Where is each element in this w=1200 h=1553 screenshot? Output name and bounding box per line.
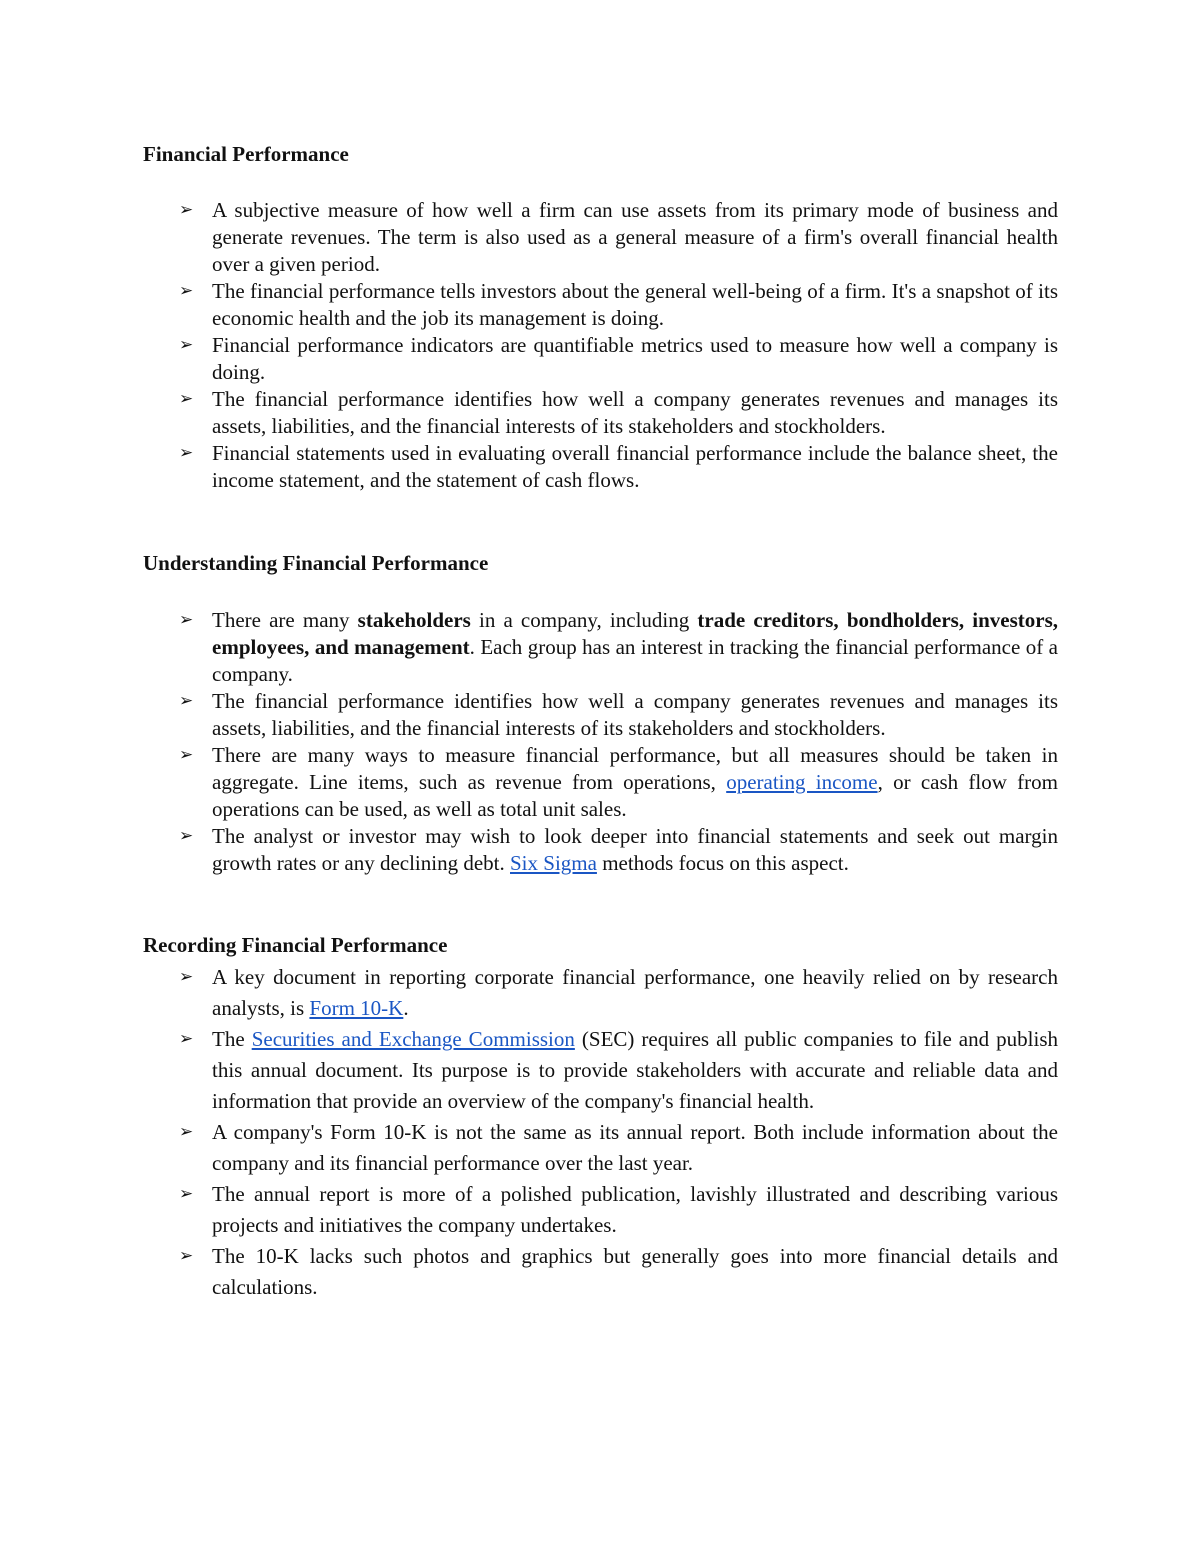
arrow-bullet-icon: ➢: [179, 389, 194, 409]
arrow-bullet-icon: ➢: [179, 1184, 194, 1204]
link-operating-income[interactable]: operating income: [726, 770, 878, 794]
bullet-text-part: The: [212, 1027, 252, 1051]
link-six-sigma[interactable]: Six Sigma: [510, 851, 597, 875]
bullet-text: Financial performance indicators are quantifiable metrics used to measure how well a company is doing.: [212, 333, 1058, 384]
arrow-bullet-icon: ➢: [179, 1029, 194, 1049]
list-item: [0, 1179, 1058, 1241]
bullet-text-part: There are many ways to measure financial performance, but all measures should be taken in aggregate. Line items, such as revenue from operations,: [212, 743, 1058, 794]
bullet-text-part: . Each group has an interest in tracking the financial performance of a company.: [212, 635, 1058, 686]
bullet-list-understanding: [0, 607, 1200, 877]
bold-text-stakeholders: stakeholders: [357, 608, 471, 632]
bold-text-stakeholder-groups: trade creditors, bondholders, investors, employees, and management: [212, 608, 1058, 659]
arrow-bullet-icon: ➢: [179, 200, 194, 220]
bullet-text: The financial performance identifies how well a company generates revenues and manages its assets, liabilities, and the financial interests of its stakeholders and stockholders.: [212, 387, 1058, 438]
bullet-text-part: There are many: [212, 608, 358, 632]
list-item: [0, 440, 1058, 494]
bullet-text-part: A key document in reporting corporate financial performance, one heavily relied on by research analysts, is: [212, 965, 1058, 1020]
list-item: [0, 607, 1058, 688]
bullet-text-part: The analyst or investor may wish to look deeper into financial statements and seek out margin growth rates or any declining debt.: [212, 824, 1058, 875]
arrow-bullet-icon: ➢: [179, 745, 194, 765]
arrow-bullet-icon: ➢: [179, 1122, 194, 1142]
bullet-list-recording: [0, 962, 1200, 1303]
bullet-text: A company's Form 10-K is not the same as its annual report. Both include information about the company and its financial performance over the last year.: [212, 1120, 1058, 1175]
bullet-text-part: in a company, including: [470, 608, 698, 632]
bullet-text: Financial statements used in evaluating overall financial performance include the balance sheet, the income statement, and the statement of cash flows.: [212, 441, 1058, 492]
bullet-text: The financial performance tells investors about the general well-being of a firm. It's a snapshot of its economic health and the job its management is doing.: [212, 279, 1058, 330]
section-heading-recording-financial-performance: Recording Financial Performance: [143, 933, 448, 957]
bullet-text: A subjective measure of how well a firm can use assets from its primary mode of business and generate revenues. The term is also used as a general measure of a firm's overall financial health over a given period.: [212, 198, 1058, 276]
arrow-bullet-icon: ➢: [179, 610, 194, 630]
arrow-bullet-icon: ➢: [179, 967, 194, 987]
link-form-10-k[interactable]: Form 10-K: [309, 996, 404, 1020]
arrow-bullet-icon: ➢: [179, 335, 194, 355]
list-item: [0, 386, 1058, 440]
bullet-list-financial-performance: [0, 197, 1200, 494]
link-securities-and-exchange-commission[interactable]: Securities and Exchange Commission: [251, 1027, 575, 1051]
list-item: [0, 823, 1058, 877]
list-item: [0, 688, 1058, 742]
list-item: [0, 1117, 1058, 1179]
list-item: [0, 742, 1058, 823]
list-item: [0, 197, 1058, 278]
bullet-text-part: (SEC) requires all public companies to file and publish this annual document. Its purpose is to provide stakeholders with accurate and reliable data and information that provide an overview of the company's financial health.: [212, 1027, 1058, 1113]
list-item: [0, 1024, 1058, 1117]
list-item: [0, 278, 1058, 332]
list-item: [0, 962, 1058, 1024]
bullet-text-part: methods focus on this aspect.: [596, 851, 849, 875]
arrow-bullet-icon: ➢: [179, 443, 194, 463]
arrow-bullet-icon: ➢: [179, 826, 194, 846]
bullet-text: The 10-K lacks such photos and graphics but generally goes into more financial details and calculations.: [212, 1244, 1058, 1299]
bullet-text: The financial performance identifies how well a company generates revenues and manages its assets, liabilities, and the financial interests of its stakeholders and stockholders.: [212, 689, 1058, 740]
bullet-text-part: .: [403, 996, 409, 1020]
arrow-bullet-icon: ➢: [179, 281, 194, 301]
list-item: [0, 1241, 1058, 1303]
arrow-bullet-icon: ➢: [179, 1246, 194, 1266]
section-heading-financial-performance: Financial Performance: [143, 142, 349, 166]
bullet-text-part: , or cash flow from operations can be used, as well as total unit sales.: [212, 770, 1058, 821]
arrow-bullet-icon: ➢: [179, 691, 194, 711]
list-item: [0, 332, 1058, 386]
section-heading-understanding-financial-performance: Understanding Financial Performance: [143, 551, 489, 575]
bullet-text: The annual report is more of a polished publication, lavishly illustrated and describing various projects and initiatives the company undertakes.: [212, 1182, 1058, 1237]
